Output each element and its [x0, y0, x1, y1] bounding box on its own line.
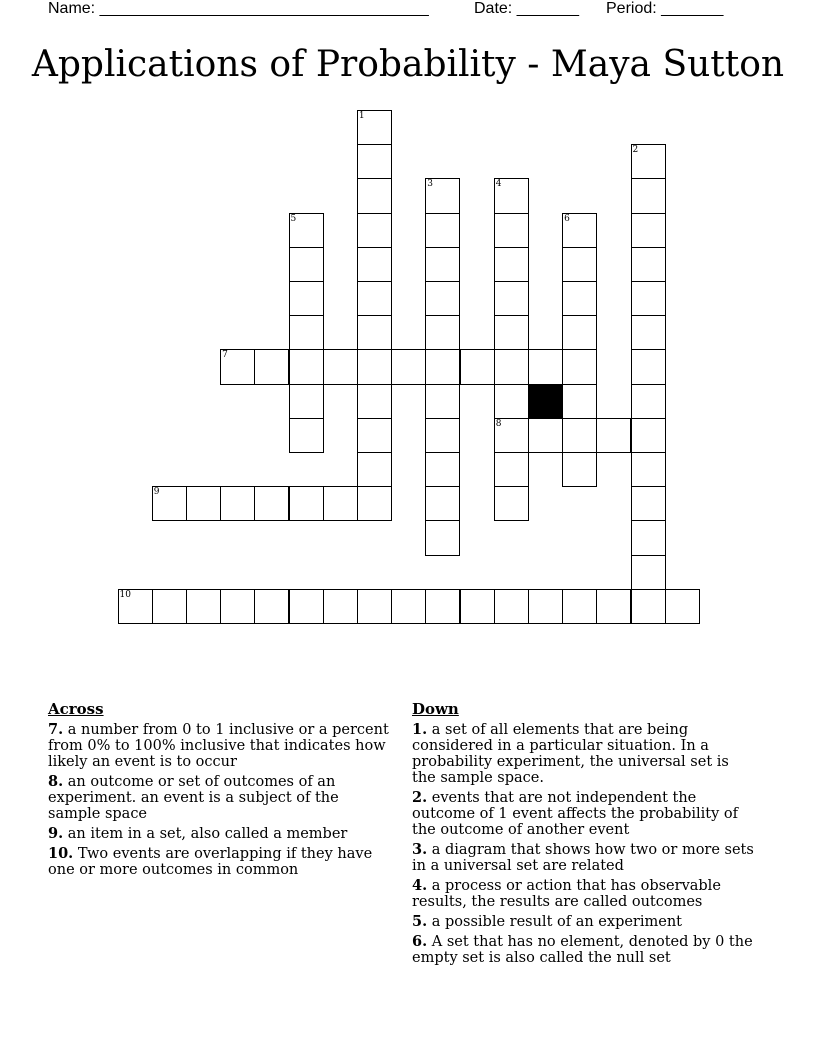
grid-cell[interactable]	[631, 213, 666, 248]
clue-number: 7	[222, 350, 228, 361]
across-clue	[48, 722, 393, 770]
grid-cell[interactable]	[357, 178, 392, 213]
clue-number: 1	[358, 111, 365, 121]
clue-text: an item in a set, also called a member	[63, 826, 348, 842]
grid-cell[interactable]	[425, 589, 460, 624]
grid-cell[interactable]	[186, 589, 221, 624]
down-clues	[412, 700, 757, 970]
clue-number: 5	[290, 213, 297, 224]
grid-cell[interactable]	[528, 349, 563, 384]
clue-number: 10	[119, 589, 131, 600]
grid-cell[interactable]	[494, 315, 529, 350]
grid-cell[interactable]	[289, 315, 324, 350]
grid-cell[interactable]	[357, 349, 392, 384]
grid-cell[interactable]	[323, 589, 358, 624]
grid-cell[interactable]	[631, 520, 666, 555]
grid-cell[interactable]	[494, 486, 529, 521]
grid-cell[interactable]	[357, 315, 392, 350]
grid-cell[interactable]	[289, 349, 324, 384]
grid-cell[interactable]	[186, 486, 221, 521]
grid-cell[interactable]	[357, 452, 392, 487]
grid-cell[interactable]	[528, 589, 563, 624]
grid-cell[interactable]	[562, 247, 597, 282]
clue-number-label: 5.	[412, 913, 428, 930]
grid-cell[interactable]	[562, 315, 597, 350]
grid-cell[interactable]	[289, 384, 324, 419]
grid-cell[interactable]	[562, 213, 597, 248]
across-clue	[48, 826, 393, 842]
grid-cell[interactable]	[494, 418, 529, 453]
grid-cell[interactable]	[323, 486, 358, 521]
grid-cell[interactable]	[220, 589, 255, 624]
down-clue	[412, 722, 757, 786]
across-clues	[48, 700, 393, 882]
grid-cell[interactable]	[425, 247, 460, 282]
black-cell	[528, 384, 563, 419]
grid-cell[interactable]	[425, 281, 460, 316]
clue-number: 3	[427, 179, 434, 190]
clue-text: an outcome or set of outcomes of an experiment. an event is a subject of the sample space	[48, 774, 339, 822]
grid-cell[interactable]	[425, 213, 460, 248]
clue-text: a possible result of an experiment	[427, 914, 682, 930]
grid-cell[interactable]	[631, 384, 666, 419]
grid-cell[interactable]	[357, 418, 392, 453]
grid-cell[interactable]	[631, 486, 666, 521]
across-clue	[48, 846, 393, 878]
grid-cell[interactable]	[494, 452, 529, 487]
grid-cell[interactable]	[665, 589, 700, 624]
grid-cell[interactable]	[631, 144, 666, 179]
grid-cell[interactable]	[289, 247, 324, 282]
across-heading: Across	[48, 700, 104, 718]
grid-cell[interactable]	[494, 589, 529, 624]
grid-cell[interactable]	[357, 144, 392, 179]
student-info-header	[48, 0, 748, 22]
grid-cell[interactable]	[494, 384, 529, 419]
grid-cell[interactable]	[562, 418, 597, 453]
grid-cell[interactable]	[494, 349, 529, 384]
grid-cell[interactable]	[631, 555, 666, 590]
grid-cell[interactable]	[494, 213, 529, 248]
clue-number-label: 4.	[412, 877, 428, 894]
grid-cell[interactable]	[631, 589, 666, 624]
grid-cell[interactable]	[357, 247, 392, 282]
grid-cell[interactable]	[460, 349, 495, 384]
down-clue	[412, 842, 757, 874]
grid-cell[interactable]	[289, 418, 324, 453]
grid-cell[interactable]	[631, 349, 666, 384]
period-field[interactable]: Period: _______	[606, 0, 724, 17]
grid-cell[interactable]	[357, 486, 392, 521]
clue-text: Two events are overlapping if they have one or more outcomes in common	[48, 846, 373, 878]
grid-cell[interactable]	[357, 589, 392, 624]
grid-cell[interactable]	[289, 213, 324, 248]
grid-cell[interactable]	[289, 486, 324, 521]
grid-cell[interactable]	[494, 178, 529, 213]
grid-cell[interactable]	[425, 384, 460, 419]
puzzle-title: Applications of Probability - Maya Sutton	[31, 44, 785, 85]
grid-cell[interactable]	[220, 349, 255, 384]
grid-cell[interactable]	[425, 520, 460, 555]
grid-cell[interactable]	[631, 418, 666, 453]
grid-cell[interactable]	[562, 281, 597, 316]
down-heading: Down	[412, 700, 459, 718]
grid-cell[interactable]	[596, 418, 631, 453]
grid-cell[interactable]	[391, 349, 426, 384]
down-clue	[412, 790, 757, 838]
grid-cell[interactable]	[425, 486, 460, 521]
grid-cell[interactable]	[391, 589, 426, 624]
grid-cell[interactable]	[289, 589, 324, 624]
date-field[interactable]: Date: _______	[474, 0, 579, 17]
clue-number: 8	[495, 418, 502, 429]
clue-number-label: 9.	[48, 825, 64, 842]
grid-cell[interactable]	[357, 213, 392, 248]
grid-cell[interactable]	[220, 486, 255, 521]
clue-text: A set that has no element, denoted by 0 the empty set is also called the null set	[412, 934, 753, 966]
clue-number-label: 1.	[412, 721, 428, 738]
grid-cell[interactable]	[460, 589, 495, 624]
grid-cell[interactable]	[289, 281, 324, 316]
grid-cell[interactable]	[494, 281, 529, 316]
grid-cell[interactable]	[425, 418, 460, 453]
grid-cell[interactable]	[425, 315, 460, 350]
grid-cell[interactable]	[254, 486, 289, 521]
grid-cell[interactable]	[425, 349, 460, 384]
down-clue	[412, 934, 757, 966]
grid-cell[interactable]	[631, 315, 666, 350]
clue-number-label: 10.	[48, 845, 74, 862]
grid-cell[interactable]	[357, 110, 392, 145]
grid-cell[interactable]	[631, 452, 666, 487]
clue-number-label: 6.	[412, 933, 428, 950]
grid-cell[interactable]	[631, 247, 666, 282]
clue-number: 2	[632, 145, 639, 156]
grid-cell[interactable]	[596, 589, 631, 624]
grid-cell[interactable]	[528, 418, 563, 453]
grid-cell[interactable]	[254, 349, 289, 384]
clue-text: a diagram that shows how two or more sets in a universal set are related	[412, 842, 754, 874]
grid-cell[interactable]	[494, 247, 529, 282]
clue-number: 9	[153, 487, 160, 498]
grid-cell[interactable]	[254, 589, 289, 624]
grid-cell[interactable]	[357, 384, 392, 419]
clue-text: a process or action that has observable results, the results are called outcomes	[412, 878, 721, 910]
name-field[interactable]: Name: _____________________________________	[48, 0, 429, 17]
clue-number-label: 3.	[412, 841, 428, 858]
grid-cell[interactable]	[562, 589, 597, 624]
grid-cell[interactable]	[425, 452, 460, 487]
grid-cell[interactable]	[323, 349, 358, 384]
grid-cell[interactable]	[562, 452, 597, 487]
grid-cell[interactable]	[562, 349, 597, 384]
down-clue	[412, 914, 757, 930]
clue-text: a number from 0 to 1 inclusive or a percent from 0% to 100% inclusive that indicates how likely an event is to occur	[48, 722, 389, 770]
clue-number-label: 7.	[48, 721, 64, 738]
grid-cell[interactable]	[631, 281, 666, 316]
clue-number-label: 8.	[48, 773, 64, 790]
clue-number: 6	[564, 213, 570, 224]
clue-text: a set of all elements that are being considered in a particular situation. In a probability experiment, the universal set is the sample space.	[412, 722, 729, 786]
grid-cell[interactable]	[425, 178, 460, 213]
grid-cell[interactable]	[357, 281, 392, 316]
across-clue	[48, 774, 393, 822]
grid-cell[interactable]	[152, 589, 187, 624]
clue-number-label: 2.	[412, 789, 428, 806]
grid-cell[interactable]	[631, 178, 666, 213]
grid-cell[interactable]	[152, 486, 187, 521]
grid-cell[interactable]	[562, 384, 597, 419]
down-clue	[412, 878, 757, 910]
clue-text: events that are not independent the outcome of 1 event affects the probability of the outcome of another event	[412, 790, 739, 838]
clue-number: 4	[495, 179, 502, 190]
grid-cell[interactable]	[118, 589, 153, 624]
